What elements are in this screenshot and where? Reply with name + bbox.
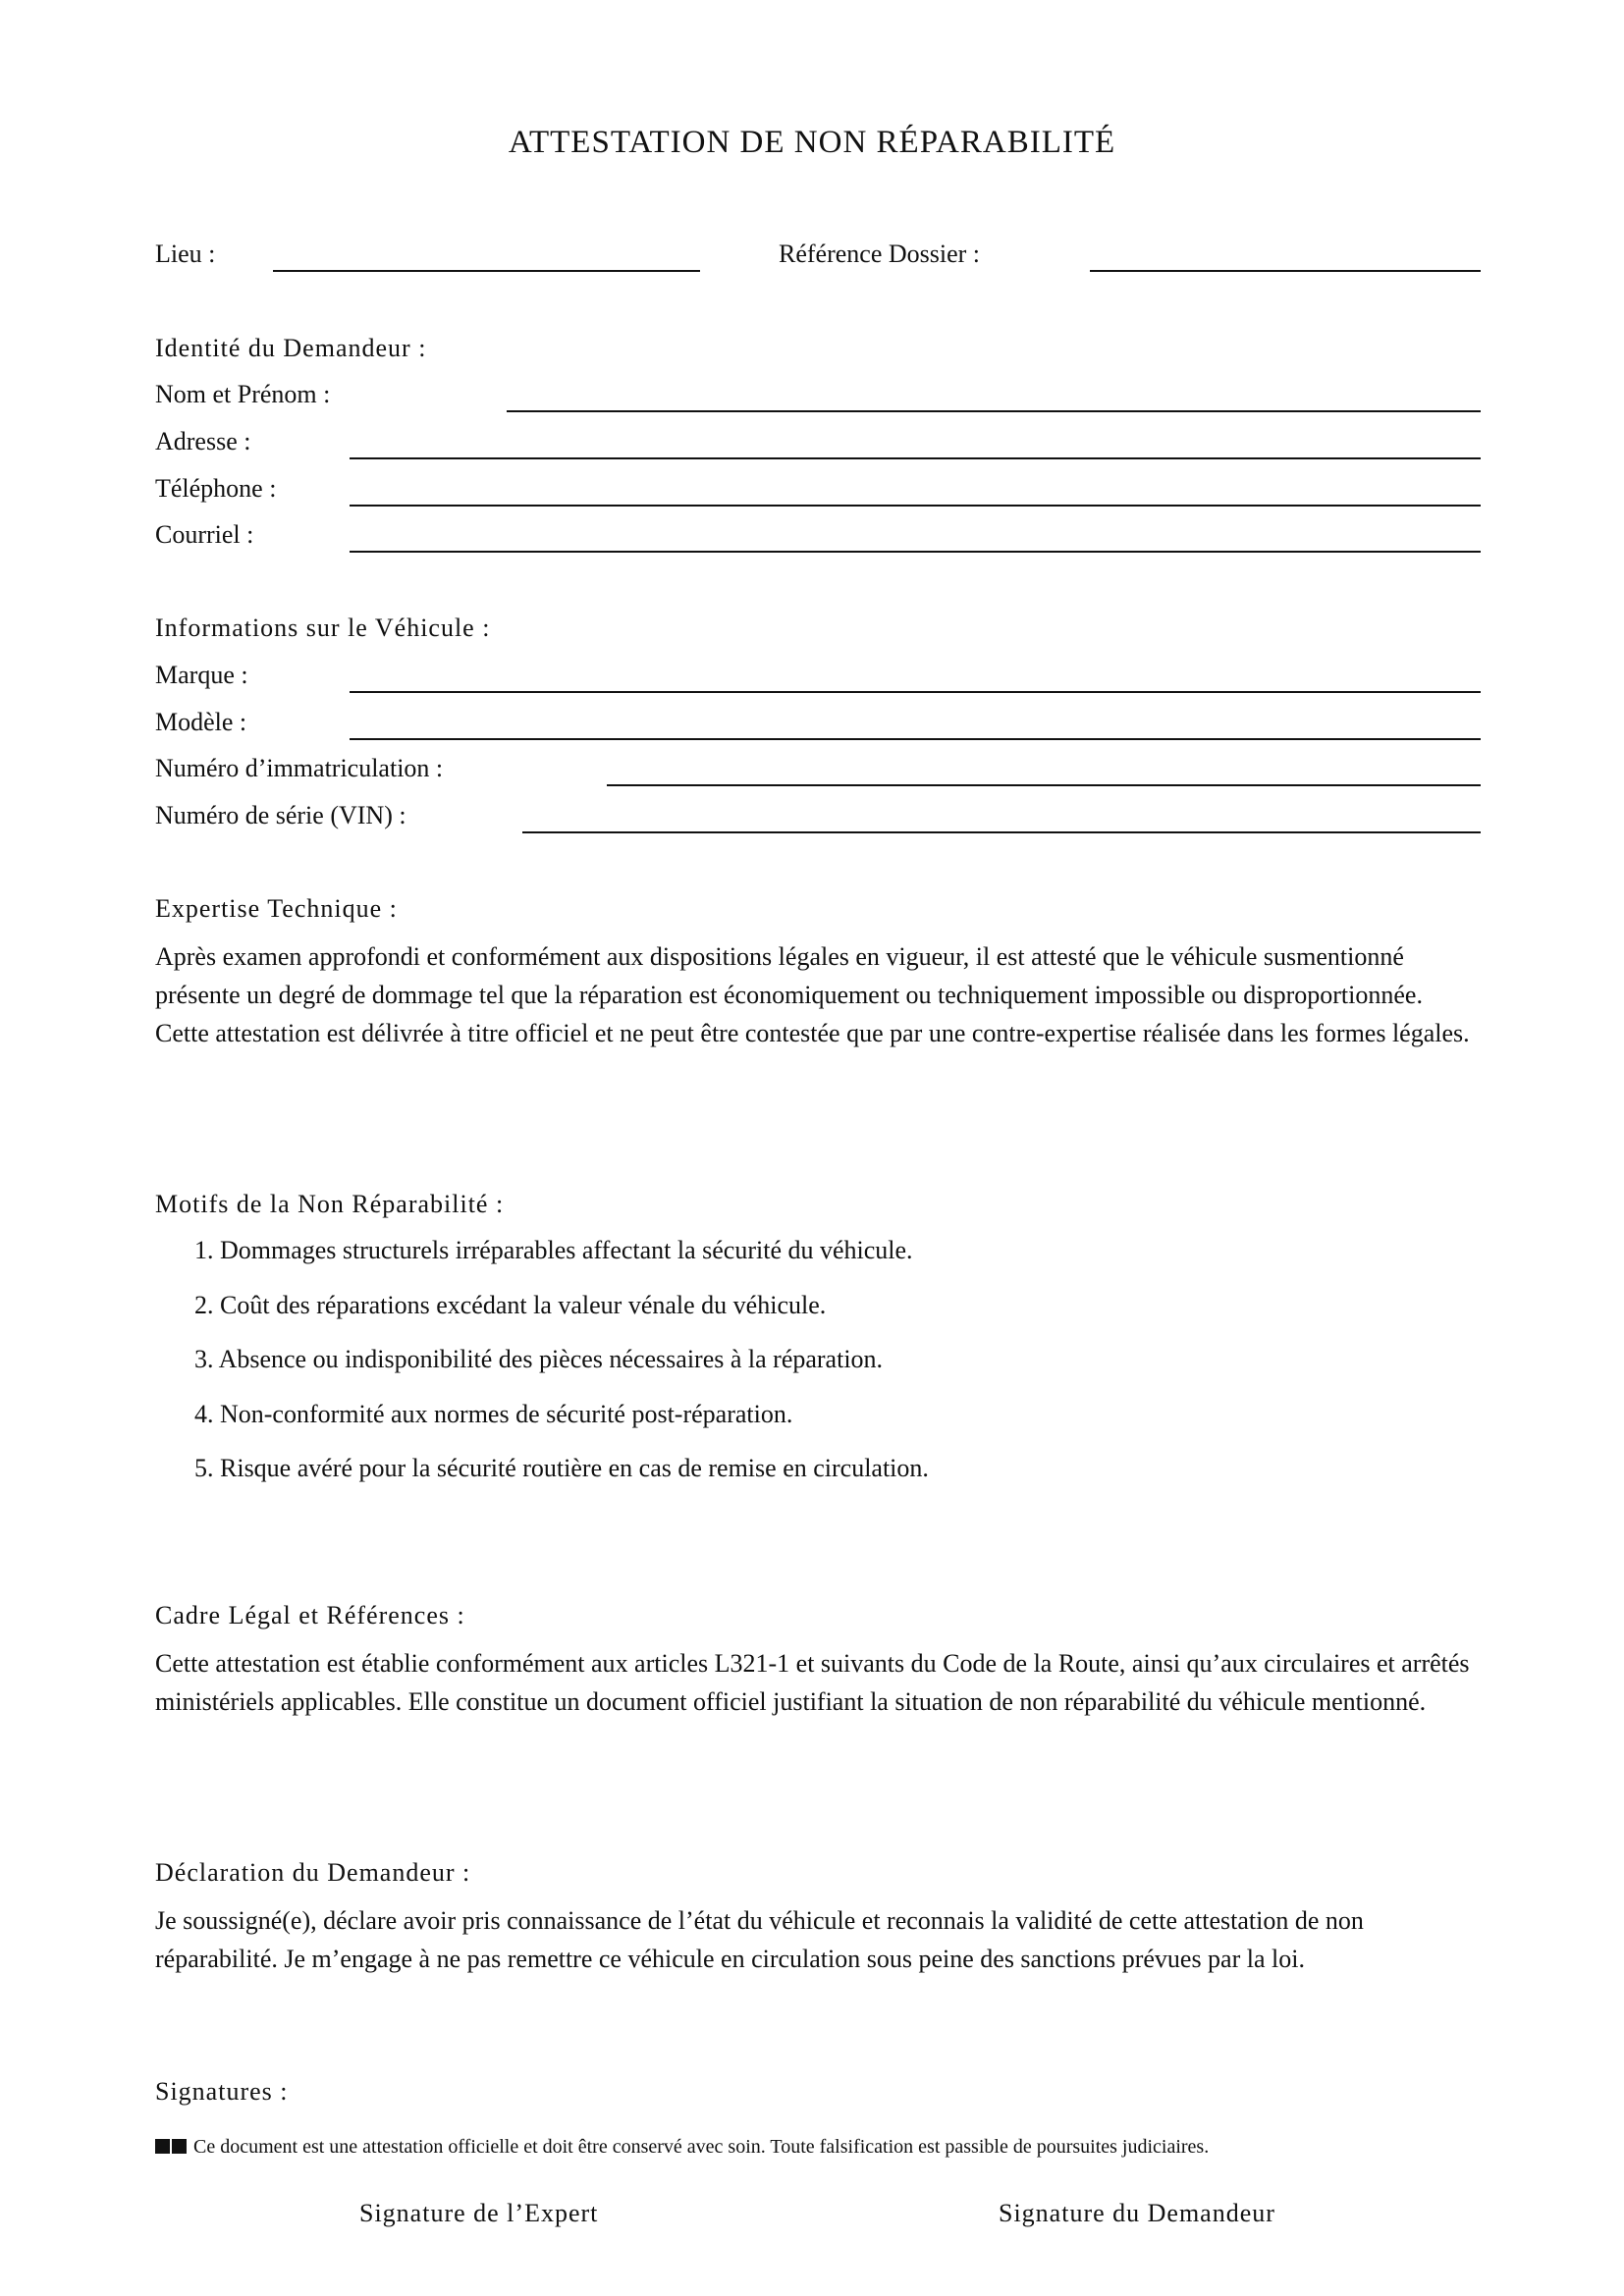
telephone-field[interactable] [350, 505, 1481, 507]
cadre-heading: Cadre Légal et Références : [155, 1601, 465, 1629]
reference-dossier-label: Référence Dossier : [779, 240, 981, 268]
motifs-heading: Motifs de la Non Réparabilité : [155, 1190, 505, 1218]
lieu-label: Lieu : [155, 240, 216, 268]
immatriculation-label: Numéro d’immatriculation : [155, 754, 444, 782]
notice-line [155, 2134, 1209, 2160]
document-title: ATTESTATION DE NON RÉPARABILITÉ [508, 125, 1116, 160]
vin-label: Numéro de série (VIN) : [155, 801, 406, 829]
nom-prenom-label: Nom et Prénom : [155, 380, 331, 408]
vehicule-heading: Informations sur le Véhicule : [155, 614, 491, 642]
courriel-label: Courriel : [155, 520, 254, 549]
signature-demandeur-label: Signature du Demandeur [999, 2199, 1275, 2227]
square-icon [155, 2139, 170, 2154]
lieu-field[interactable] [273, 270, 700, 272]
motif-item: 3. Absence ou indisponibilité des pièces nécessaires à la réparation. [194, 1345, 884, 1373]
courriel-field[interactable] [350, 551, 1481, 553]
motif-item: 1. Dommages structurels irréparables affectant la sécurité du véhicule. [194, 1236, 913, 1264]
immatriculation-field[interactable] [607, 784, 1481, 786]
motif-item: 2. Coût des réparations excédant la valeur vénale du véhicule. [194, 1291, 827, 1319]
declaration-paragraph: Je soussigné(e), déclare avoir pris connaissance de l’état du véhicule et reconnais la validité de cette attestation de non réparabilité. Je m’engage à ne pas remettre ce véhicule en circulation sous peine des sanctions prévues par la loi. [155, 1906, 1364, 1973]
expertise-heading: Expertise Technique : [155, 894, 398, 923]
modele-label: Modèle : [155, 708, 247, 736]
motif-item: 4. Non-conformité aux normes de sécurité post-réparation. [194, 1400, 793, 1428]
demandeur-heading: Identité du Demandeur : [155, 334, 427, 362]
motif-item: 5. Risque avéré pour la sécurité routière en cas de remise en circulation. [194, 1454, 929, 1482]
cadre-paragraph: Cette attestation est établie conformément aux articles L321-1 et suivants du Code de la Route, ainsi qu’aux circulaires et arrêtés ministériels applicables. Elle constitue un document officiel justifiant la situation de non réparabilité du véhicule mentionné. [155, 1649, 1470, 1716]
nom-prenom-field[interactable] [507, 410, 1481, 412]
square-icon [172, 2139, 187, 2154]
vin-field[interactable] [522, 831, 1481, 833]
telephone-label: Téléphone : [155, 474, 277, 503]
modele-field[interactable] [350, 738, 1481, 740]
declaration-heading: Déclaration du Demandeur : [155, 1858, 471, 1887]
marque-field[interactable] [350, 691, 1481, 693]
adresse-label: Adresse : [155, 427, 251, 455]
reference-dossier-field[interactable] [1090, 270, 1481, 272]
marque-label: Marque : [155, 661, 248, 689]
notice-text: Ce document est une attestation officielle et doit être conservé avec soin. Toute falsification est passible de poursuites judiciaires. [193, 2136, 1210, 2158]
expertise-paragraph: Après examen approfondi et conformément aux dispositions légales en vigueur, il est attesté que le véhicule susmentionné présente un degré de dommage tel que la réparation est économiquement ou techniquement impossible ou disproportionnée. Cette attestation est délivrée à titre officiel et ne peut être contestée que par une contre-expertise réalisée dans les formes légales. [155, 942, 1470, 1047]
signature-expert-label: Signature de l’Expert [359, 2199, 599, 2227]
signatures-heading: Signatures : [155, 2077, 289, 2106]
adresse-field[interactable] [350, 457, 1481, 459]
